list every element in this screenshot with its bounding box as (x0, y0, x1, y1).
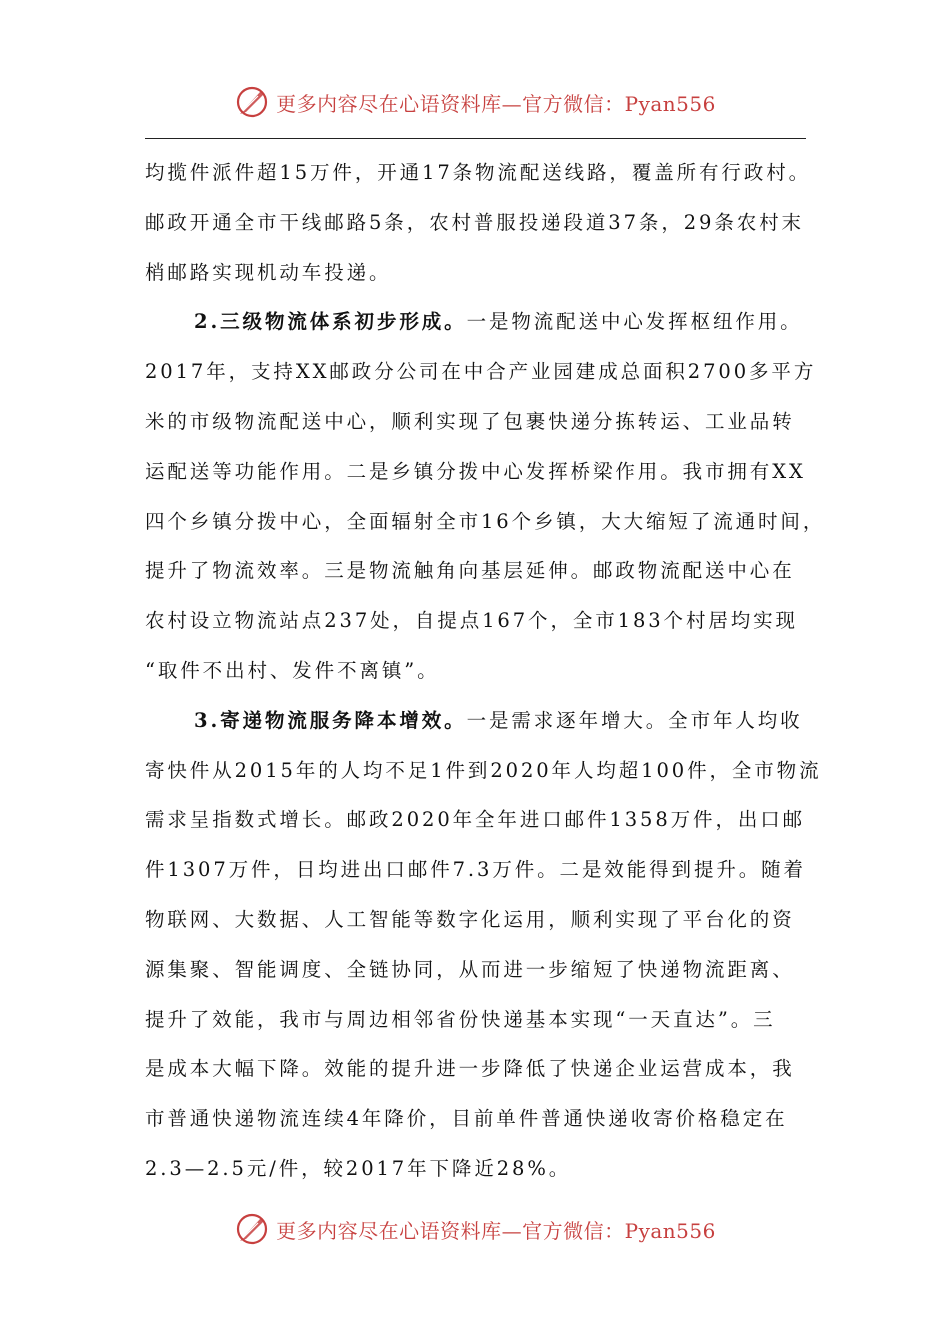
header-divider (145, 138, 806, 139)
text-line: 提升了物流效率。三是物流触角向基层延伸。邮政物流配送中心在 (145, 559, 795, 583)
paragraph-2-first-line: 2.三级物流体系初步形成。一是物流配送中心发挥枢纽作用。 (194, 310, 803, 334)
watermark-text: 更多内容尽在心语资料库—官方微信：Pyan556 (276, 91, 716, 116)
text-line: 源集聚、智能调度、全链协同，从而进一步缩短了快递物流距离、 (145, 957, 795, 981)
text-line: 2.3—2.5元/件，较2017年下降近28%。 (145, 1156, 572, 1180)
text-line: 米的市级物流配送中心，顺利实现了包裹快递分拣转运、工业品转 (145, 409, 795, 433)
quill-logo-icon (234, 1211, 270, 1247)
text-line: 物联网、大数据、人工智能等数字化运用，顺利实现了平台化的资 (145, 907, 795, 931)
text-line: “取件不出村、发件不离镇”。 (145, 658, 440, 682)
text-line: 梢邮路实现机动车投递。 (145, 260, 392, 284)
text-line: 需求呈指数式增长。邮政2020年全年进口邮件1358万件，出口邮 (145, 808, 806, 832)
section-heading: 2.三级物流体系初步形成。 (194, 310, 467, 334)
paragraph-3-first-line: 3.寄递物流服务降本增效。一是需求逐年增大。全市年人均收 (194, 708, 803, 732)
watermark-text: 更多内容尽在心语资料库—官方微信：Pyan556 (276, 1218, 716, 1243)
text-line: 市普通快递物流连续4年降价，目前单件普通快递收寄价格稳定在 (145, 1107, 788, 1131)
document-body (145, 148, 826, 1194)
text-line: 农村设立物流站点237处，自提点167个，全市183个村居均实现 (145, 609, 798, 633)
text-line: 提升了效能，我市与周边相邻省份快递基本实现“一天直达”。三 (145, 1007, 776, 1031)
text-line: 均揽件派件超15万件，开通17条物流配送线路，覆盖所有行政村。 (145, 161, 812, 184)
header-watermark (0, 80, 950, 124)
text-line: 是成本大幅下降。效能的提升进一步降低了快递企业运营成本，我 (145, 1057, 795, 1081)
footer-watermark (0, 1207, 950, 1251)
section-heading: 3.寄递物流服务降本增效。 (194, 708, 467, 732)
text-line: 件1307万件，日均进出口邮件7.3万件。二是效能得到提升。随着 (145, 858, 806, 882)
text-line: 四个乡镇分拨中心，全面辐射全市16个乡镇，大大缩短了流通时间， (145, 509, 826, 533)
text-line: 邮政开通全市干线邮路5条，农村普服投递段道37条，29条农村末 (145, 210, 804, 234)
quill-logo-icon (234, 84, 270, 120)
text-line: 2017年，支持XX邮政分公司在中合产业园建成总面积2700多平方 (145, 360, 817, 384)
text-line: 运配送等功能作用。二是乡镇分拨中心发挥桥梁作用。我市拥有XX (145, 459, 806, 483)
text-line: 寄快件从2015年的人均不足1件到2020年人均超100件，全市物流 (145, 758, 822, 782)
